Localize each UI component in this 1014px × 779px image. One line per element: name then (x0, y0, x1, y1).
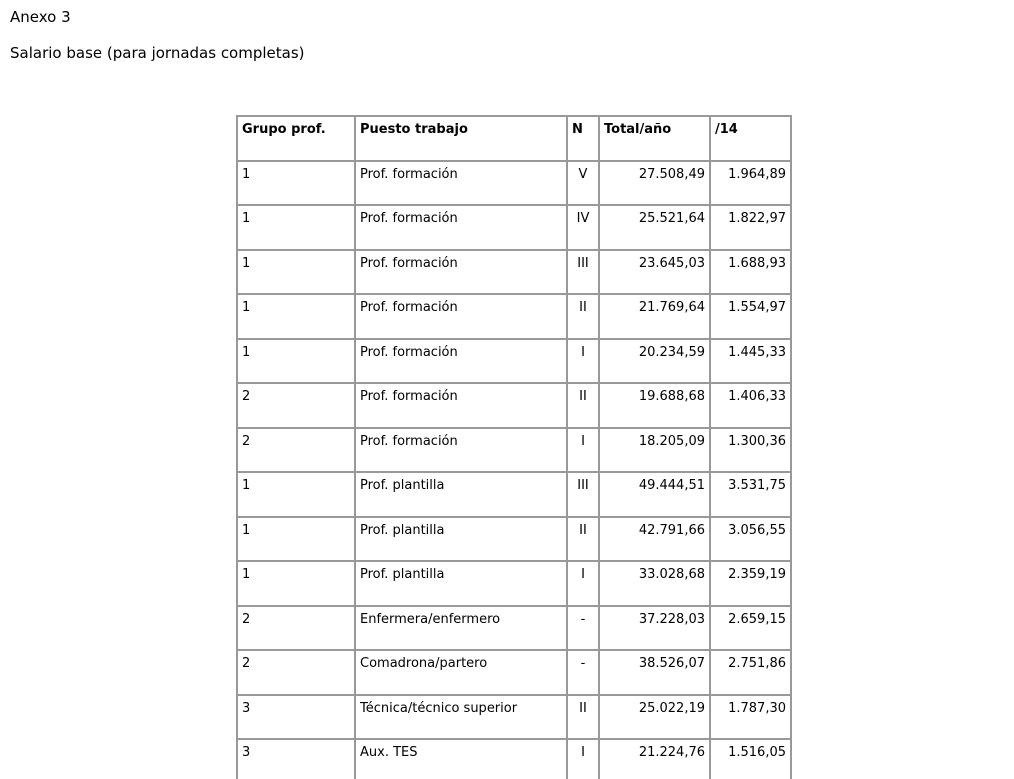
cell-grupo: 1 (237, 561, 355, 606)
cell-grupo: 2 (237, 428, 355, 473)
cell-grupo: 1 (237, 472, 355, 517)
cell-catorce: 2.751,86 (710, 650, 791, 695)
column-header-puesto-trabajo: Puesto trabajo (355, 116, 567, 161)
cell-puesto: Prof. formación (355, 339, 567, 384)
cell-puesto: Prof. formación (355, 250, 567, 295)
cell-grupo: 1 (237, 161, 355, 206)
cell-catorce: 1.516,05 (710, 739, 791, 779)
cell-grupo: 2 (237, 650, 355, 695)
cell-total: 25.022,19 (599, 695, 710, 740)
cell-puesto: Prof. formación (355, 205, 567, 250)
cell-grupo: 3 (237, 739, 355, 779)
cell-catorce: 2.359,19 (710, 561, 791, 606)
cell-puesto: Prof. formación (355, 294, 567, 339)
cell-grupo: 2 (237, 606, 355, 651)
cell-total: 33.028,68 (599, 561, 710, 606)
cell-catorce: 1.787,30 (710, 695, 791, 740)
cell-total: 21.769,64 (599, 294, 710, 339)
cell-puesto: Técnica/técnico superior (355, 695, 567, 740)
table-row (237, 294, 791, 339)
cell-grupo: 3 (237, 695, 355, 740)
table-row (237, 739, 791, 779)
cell-grupo: 2 (237, 383, 355, 428)
cell-catorce: 1.964,89 (710, 161, 791, 206)
table-row (237, 606, 791, 651)
table-row (237, 650, 791, 695)
cell-grupo: 1 (237, 250, 355, 295)
cell-grupo: 1 (237, 339, 355, 384)
table-row (237, 161, 791, 206)
cell-total: 42.791,66 (599, 517, 710, 562)
table-row (237, 561, 791, 606)
cell-total: 25.521,64 (599, 205, 710, 250)
cell-nivel: I (567, 339, 599, 384)
cell-total: 23.645,03 (599, 250, 710, 295)
table-row (237, 383, 791, 428)
table-row (237, 517, 791, 562)
cell-catorce: 3.531,75 (710, 472, 791, 517)
cell-total: 38.526,07 (599, 650, 710, 695)
cell-total: 21.224,76 (599, 739, 710, 779)
cell-nivel: II (567, 383, 599, 428)
cell-nivel: II (567, 294, 599, 339)
table-header-row (237, 116, 791, 161)
page-subtitle: Salario base (para jornadas completas) (10, 44, 305, 62)
table-row (237, 472, 791, 517)
cell-catorce: 2.659,15 (710, 606, 791, 651)
cell-grupo: 1 (237, 294, 355, 339)
cell-grupo: 1 (237, 517, 355, 562)
cell-puesto: Prof. formación (355, 383, 567, 428)
cell-catorce: 3.056,55 (710, 517, 791, 562)
cell-total: 19.688,68 (599, 383, 710, 428)
cell-catorce: 1.554,97 (710, 294, 791, 339)
table-row (237, 250, 791, 295)
cell-nivel: I (567, 561, 599, 606)
cell-nivel: I (567, 428, 599, 473)
cell-total: 49.444,51 (599, 472, 710, 517)
cell-puesto: Prof. plantilla (355, 561, 567, 606)
column-header-catorceava: /14 (710, 116, 791, 161)
cell-puesto: Prof. formación (355, 428, 567, 473)
cell-puesto: Aux. TES (355, 739, 567, 779)
cell-puesto: Prof. plantilla (355, 517, 567, 562)
cell-catorce: 1.445,33 (710, 339, 791, 384)
cell-nivel: - (567, 650, 599, 695)
cell-nivel: V (567, 161, 599, 206)
cell-total: 18.205,09 (599, 428, 710, 473)
page-title: Anexo 3 (10, 8, 71, 26)
cell-nivel: III (567, 250, 599, 295)
cell-nivel: II (567, 695, 599, 740)
cell-puesto: Comadrona/partero (355, 650, 567, 695)
column-header-grupo-prof: Grupo prof. (237, 116, 355, 161)
table-row (237, 695, 791, 740)
cell-catorce: 1.300,36 (710, 428, 791, 473)
cell-puesto: Enfermera/enfermero (355, 606, 567, 651)
cell-grupo: 1 (237, 205, 355, 250)
column-header-total-ano: Total/año (599, 116, 710, 161)
table-row (237, 428, 791, 473)
cell-puesto: Prof. formación (355, 161, 567, 206)
cell-catorce: 1.688,93 (710, 250, 791, 295)
cell-nivel: II (567, 517, 599, 562)
cell-nivel: III (567, 472, 599, 517)
salary-table (236, 115, 792, 779)
cell-total: 37.228,03 (599, 606, 710, 651)
table-row (237, 339, 791, 384)
cell-puesto: Prof. plantilla (355, 472, 567, 517)
cell-catorce: 1.822,97 (710, 205, 791, 250)
cell-catorce: 1.406,33 (710, 383, 791, 428)
table-row (237, 205, 791, 250)
cell-total: 20.234,59 (599, 339, 710, 384)
cell-nivel: IV (567, 205, 599, 250)
cell-nivel: - (567, 606, 599, 651)
salary-table-body (237, 161, 791, 779)
cell-nivel: I (567, 739, 599, 779)
cell-total: 27.508,49 (599, 161, 710, 206)
column-header-nivel: N (567, 116, 599, 161)
